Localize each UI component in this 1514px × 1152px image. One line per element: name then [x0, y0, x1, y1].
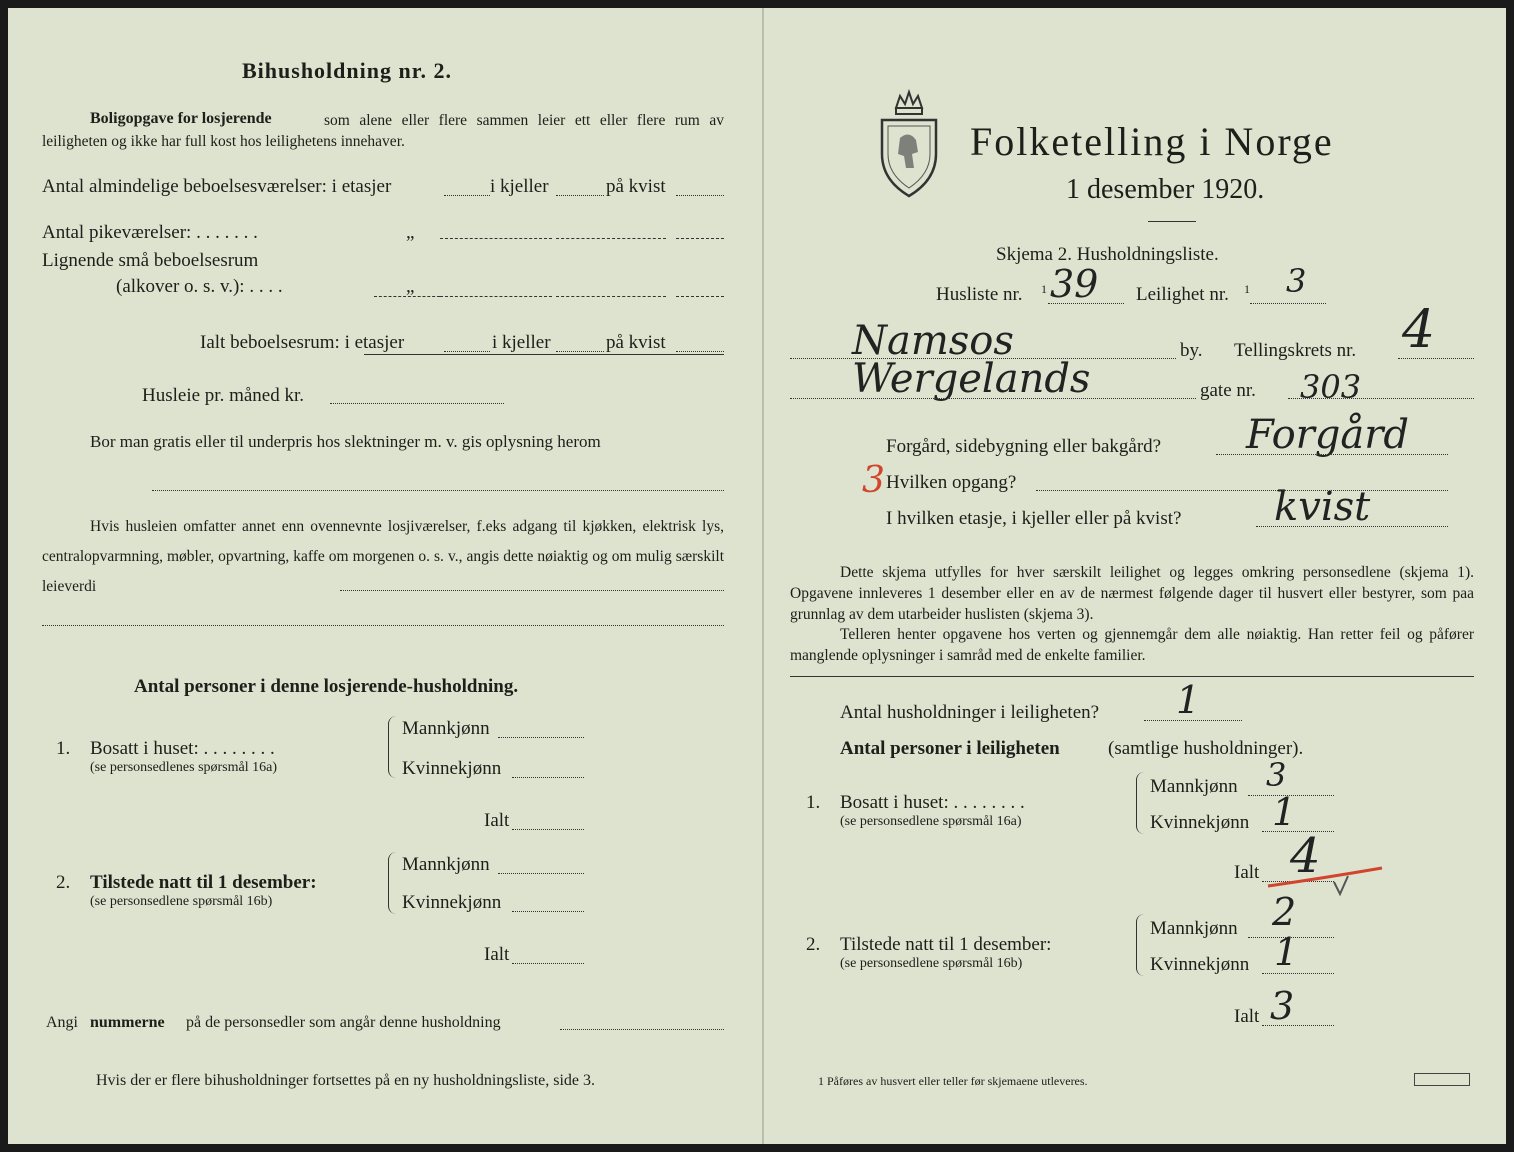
right-item1-sub: (se personsedlene spørsmål 16a)	[840, 814, 1022, 829]
left-item1-mann-label: Mannkjønn	[402, 718, 490, 739]
right-item1-kvinne-label: Kvinnekjønn	[1150, 812, 1250, 833]
footnote: 1 Påføres av husvert eller teller før skjemaene utleveres.	[818, 1074, 1088, 1088]
left-item1-kvinne-label: Kvinnekjønn	[402, 758, 502, 779]
left-item1-ialt-field[interactable]	[512, 829, 584, 830]
left-item2-num: 2.	[56, 872, 71, 893]
pike-field-2[interactable]	[556, 238, 666, 239]
ialt-etasjer-field[interactable]	[444, 351, 490, 352]
alkover-label: (alkover o. s. v.): . . . .	[116, 276, 283, 297]
left-item2-ialt-label: Ialt	[484, 944, 510, 965]
gate-field	[790, 398, 1196, 399]
right-date: 1 desember 1920.	[1066, 174, 1265, 205]
right-item2-brace	[1136, 914, 1145, 976]
antal-hh-field	[1144, 720, 1242, 721]
coat-of-arms-icon	[874, 88, 944, 200]
krets-label: Tellingskrets nr.	[1234, 340, 1357, 361]
right-item2-num: 2.	[806, 934, 821, 955]
right-title: Folketelling i Norge	[970, 119, 1334, 164]
left-item2-brace	[388, 852, 397, 914]
left-item1-brace	[388, 716, 397, 778]
leilighet-sup: 1	[1244, 282, 1250, 296]
page-fold	[762, 8, 764, 1144]
right-item1-ialt-label: Ialt	[1234, 862, 1260, 883]
rooms-label: Antal almindelige beboelsesværelser: i etasjer	[42, 176, 392, 197]
instructions-rule	[790, 676, 1474, 677]
etasje-value[interactable]: kvist	[1274, 484, 1371, 530]
right-item1-mann-value[interactable]: 3	[1266, 756, 1287, 794]
intro-bold: Boligopgave for losjerende	[90, 110, 272, 127]
husleien-field-2[interactable]	[42, 625, 724, 626]
antal-hh-label: Antal husholdninger i leiligheten?	[840, 702, 1100, 723]
angi-bold: nummerne	[90, 1014, 165, 1031]
alkover-field-3[interactable]	[676, 296, 724, 297]
rooms-kvist-field[interactable]	[676, 195, 724, 196]
skjema-label: Skjema 2. Husholdningsliste.	[996, 244, 1219, 265]
pike-field-3[interactable]	[676, 238, 724, 239]
left-item1-mann-field[interactable]	[498, 737, 584, 738]
left-item2-mann-field[interactable]	[498, 873, 584, 874]
right-item2-ialt-field	[1262, 1025, 1334, 1026]
right-item2-sub: (se personsedlene spørsmål 16b)	[840, 956, 1023, 971]
leilighet-field	[1250, 303, 1326, 304]
forgaard-field	[1216, 454, 1448, 455]
ialt-rum-label: Ialt beboelsesrum: i etasjer	[200, 332, 405, 353]
right-item1-kvinne-value[interactable]: 1	[1272, 790, 1297, 834]
gratis-field[interactable]	[152, 490, 724, 491]
antal-hh-value[interactable]: 1	[1176, 678, 1201, 722]
gate-label: gate nr.	[1200, 380, 1256, 401]
angi-rest: på de personsedler som angår denne husholdning	[186, 1014, 501, 1031]
pike-label: Antal pikeværelser: . . . . . . .	[42, 222, 258, 243]
lignende-label: Lignende små beboelsesrum	[42, 250, 259, 271]
husleien-field[interactable]	[340, 590, 724, 591]
right-item2-label: Tilstede natt til 1 desember:	[840, 934, 1052, 955]
rooms-kjeller-field[interactable]	[556, 195, 604, 196]
forgaard-label: Forgård, sidebygning eller bakgård?	[886, 436, 1162, 457]
husleie-label: Husleie pr. måned kr.	[142, 385, 304, 406]
gate-value[interactable]: Wergelands	[852, 356, 1091, 402]
husliste-sup: 1	[1041, 282, 1047, 296]
rooms-kvist-label: på kvist	[606, 176, 666, 197]
red-pencil-mark: 3	[862, 460, 885, 501]
opgang-label: Hvilken opgang?	[886, 472, 1017, 493]
left-item1-num: 1.	[56, 738, 71, 759]
alkover-field-2[interactable]	[556, 296, 666, 297]
right-item1-num: 1.	[806, 792, 821, 813]
right-item1-label: Bosatt i huset: . . . . . . . .	[840, 792, 1025, 813]
husliste-field	[1048, 303, 1124, 304]
leilighet-label: Leilighet nr.	[1136, 284, 1229, 305]
intro-text: som alene eller flere sammen leier ett eller flere rum av leiligheten og ikke har full kost hos leilighetens innehaver.	[42, 112, 724, 150]
krets-value[interactable]: 4	[1402, 300, 1436, 360]
right-persons-title-rest: (samtlige husholdninger).	[1108, 738, 1304, 759]
left-item1-sub: (se personsedlenes spørsmål 16a)	[90, 760, 278, 775]
pike-ditto-1: „	[406, 222, 415, 243]
alkover-field-0[interactable]	[374, 296, 440, 297]
left-item2-mann-label: Mannkjønn	[402, 854, 490, 875]
opgang-field[interactable]	[1036, 490, 1448, 491]
ialt-kvist-label: på kvist	[606, 332, 666, 353]
ialt-underline	[364, 354, 724, 355]
right-item2-kvinne-field	[1262, 973, 1334, 974]
husliste-value[interactable]: 39	[1050, 262, 1099, 306]
krets-field	[1398, 358, 1474, 359]
ialt-kjeller-label: i kjeller	[492, 332, 551, 353]
etasje-field	[1256, 526, 1448, 527]
forgaard-value[interactable]: Forgård	[1246, 412, 1409, 458]
left-item1-ialt-label: Ialt	[484, 810, 510, 831]
title-rule	[1148, 221, 1196, 222]
by-value[interactable]: Namsos	[852, 318, 1014, 364]
leilighet-value[interactable]: 3	[1286, 262, 1307, 300]
ialt-kvist-field[interactable]	[676, 351, 724, 352]
right-item2-ialt-label: Ialt	[1234, 1006, 1260, 1027]
right-item1-ialt-value[interactable]: 4	[1290, 828, 1321, 884]
ialt-kjeller-field[interactable]	[556, 351, 604, 352]
left-item2-label: Tilstede natt til 1 desember:	[90, 872, 317, 893]
right-item2-ialt-value[interactable]: 3	[1270, 984, 1295, 1028]
gate-nr-field	[1288, 398, 1474, 399]
husleie-field[interactable]	[330, 403, 504, 404]
instructions-1: Dette skjema utfylles for hver særskilt leilighet og legges omkring personsedlene (skjema 1). Opgavene innleveres 1 desember eller en av de nærmest følgende dager til husvert eller bestyrer, som paa grunnlag av dem utarbeider huslisten (skjema 3).	[790, 564, 1474, 623]
etasje-label: I hvilken etasje, i kjeller eller på kvist?	[886, 508, 1182, 529]
printer-stamp-icon	[1414, 1073, 1470, 1086]
husliste-label: Husliste nr.	[936, 284, 1023, 305]
instructions-2: Telleren henter opgavene hos verten og gjennemgår dem alle nøiaktig. Han retter feil og påfører manglende oplysninger i samråd med de enkelte familier.	[790, 626, 1474, 664]
left-persons-title: Antal personer i denne losjerende-husholdning.	[134, 676, 519, 697]
alkover-ditto-1: „	[406, 276, 415, 297]
gate-nr-value[interactable]: 303	[1300, 368, 1362, 406]
alkover-field-1[interactable]	[440, 296, 552, 297]
left-item2-ialt-field[interactable]	[512, 963, 584, 964]
left-footer: Hvis der er flere bihusholdninger fortsettes på en ny husholdningsliste, side 3.	[96, 1072, 596, 1089]
right-item2-mann-label: Mannkjønn	[1150, 918, 1238, 939]
right-item2-mann-value[interactable]: 2	[1272, 890, 1297, 934]
right-item2-kvinne-label: Kvinnekjønn	[1150, 954, 1250, 975]
rooms-kjeller-label: i kjeller	[490, 176, 549, 197]
husleien-text: Hvis husleien omfatter annet enn ovennevnte losjiværelser, f.eks adgang til kjøkken, elektrisk lys, centralopvarmning, møbler, opvartning, kaffe om morgenen o. s. v., angis dette nøiaktig og om mulig særskilt leieverdi	[42, 518, 724, 595]
left-item1-kvinne-field[interactable]	[512, 777, 584, 778]
left-item2-kvinne-label: Kvinnekjønn	[402, 892, 502, 913]
by-label: by.	[1180, 340, 1203, 361]
right-item2-kvinne-value[interactable]: 1	[1274, 930, 1299, 974]
right-item1-brace	[1136, 772, 1145, 834]
left-item2-kvinne-field[interactable]	[512, 911, 584, 912]
angi-field[interactable]	[560, 1029, 724, 1030]
rooms-etasjer-field[interactable]	[444, 195, 490, 196]
right-persons-title: Antal personer i leiligheten	[840, 738, 1060, 759]
left-item1-label: Bosatt i huset: . . . . . . . .	[90, 738, 275, 759]
gratis-text: Bor man gratis eller til underpris hos slektninger m. v. gis oplysning herom	[90, 432, 601, 451]
left-item2-sub: (se personsedlene spørsmål 16b)	[90, 894, 273, 909]
pike-field-1[interactable]	[440, 238, 552, 239]
right-item1-mann-label: Mannkjønn	[1150, 776, 1238, 797]
angi-pre: Angi	[46, 1014, 78, 1031]
left-title: Bihusholdning nr. 2.	[242, 58, 452, 83]
